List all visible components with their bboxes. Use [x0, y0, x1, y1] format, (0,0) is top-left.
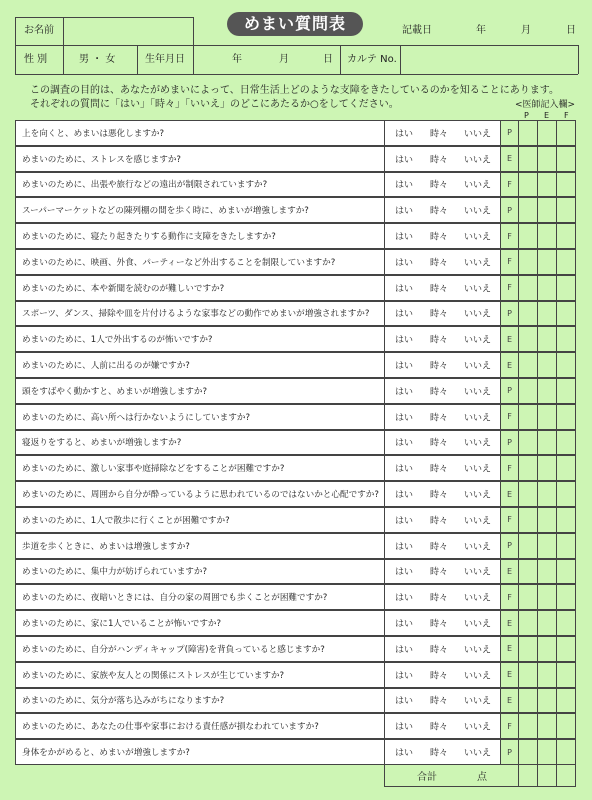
birth-day-label: 日 [323, 54, 333, 65]
score-box-p[interactable] [519, 120, 538, 146]
score-box-f[interactable] [557, 610, 576, 636]
score-box-f[interactable] [557, 430, 576, 456]
answer-options [384, 455, 501, 481]
answer-sometimes[interactable]: 時々 [430, 438, 449, 449]
question-text: めまいのために、家族や友人との関係にストレスが生じていますか? [15, 662, 384, 688]
answer-yes[interactable]: はい [395, 490, 414, 501]
question-row [15, 610, 578, 636]
answer-sometimes[interactable]: 時々 [430, 490, 449, 501]
score-box-p[interactable] [519, 610, 538, 636]
question-row [15, 739, 578, 765]
answer-yes[interactable]: はい [395, 593, 414, 604]
total-row [15, 765, 578, 787]
answer-no[interactable]: いいえ [464, 335, 492, 346]
answer-sometimes[interactable]: 時々 [430, 129, 449, 140]
score-box-e[interactable] [538, 404, 557, 430]
answer-sometimes[interactable]: 時々 [430, 284, 449, 295]
answer-no[interactable]: いいえ [464, 155, 492, 166]
answer-sometimes[interactable]: 時々 [430, 232, 449, 243]
answer-options [384, 559, 501, 585]
category-code: F [501, 249, 519, 275]
answer-yes[interactable]: はい [395, 155, 414, 166]
answer-options [384, 249, 501, 275]
answer-yes[interactable]: はい [395, 645, 414, 656]
question-row [15, 430, 578, 456]
legend-p: P [524, 111, 529, 120]
answer-yes[interactable]: はい [395, 438, 414, 449]
question-row [15, 275, 578, 301]
answer-options [384, 120, 501, 146]
answer-yes[interactable]: はい [395, 206, 414, 217]
score-box-p[interactable] [519, 713, 538, 739]
answer-yes[interactable]: はい [395, 180, 414, 191]
physician-column-title: <医師記入欄> [515, 100, 576, 110]
score-box-e[interactable] [538, 713, 557, 739]
category-code: F [501, 507, 519, 533]
question-row [15, 533, 578, 559]
question-text: 上を向くと、めまいは悪化しますか? [15, 120, 384, 146]
question-row [15, 507, 578, 533]
question-text: めまいのために、高い所へは行かないようにしていますか? [15, 404, 384, 430]
question-text: めまいのために、気分が落ち込みがちになりますか? [15, 688, 384, 714]
score-box-e[interactable] [538, 301, 557, 327]
answer-no[interactable]: いいえ [464, 284, 492, 295]
answer-yes[interactable]: はい [395, 387, 414, 398]
answer-yes[interactable]: はい [395, 413, 414, 424]
question-row [15, 326, 578, 352]
answer-options [384, 430, 501, 456]
date-month-label: 月 [521, 25, 531, 36]
score-box-f[interactable] [557, 455, 576, 481]
question-text: めまいのために、寝たり起きたりする動作に支障をきたしますか? [15, 223, 384, 249]
score-box-e[interactable] [538, 559, 557, 585]
question-row [15, 301, 578, 327]
score-box-f[interactable] [557, 559, 576, 585]
category-code: F [501, 455, 519, 481]
score-box-f[interactable] [557, 662, 576, 688]
score-box-e[interactable] [538, 275, 557, 301]
category-code: E [501, 326, 519, 352]
answer-yes[interactable]: はい [395, 258, 414, 269]
question-text: めまいのために、映画、外食、パーティーなど外出することを制限していますか? [15, 249, 384, 275]
answer-no[interactable]: いいえ [464, 387, 492, 398]
answer-no[interactable]: いいえ [464, 464, 492, 475]
intro-line-1: この調査の目的は、あなたがめまいによって、日常生活上どのような支障をきたしているのかを知ることにあります。 [30, 85, 559, 96]
answer-sometimes[interactable]: 時々 [430, 309, 449, 320]
score-box-e[interactable] [538, 662, 557, 688]
answer-yes[interactable]: はい [395, 129, 414, 140]
question-text: めまいのために、1人で散歩に行くことが困難ですか? [15, 507, 384, 533]
name-label: お名前 [24, 25, 54, 36]
answer-options [384, 481, 501, 507]
answer-sometimes[interactable]: 時々 [430, 748, 449, 759]
date-day-label: 日 [566, 25, 576, 36]
score-box-e[interactable] [538, 378, 557, 404]
category-code: P [501, 533, 519, 559]
answer-no[interactable]: いいえ [464, 542, 492, 553]
answer-no[interactable]: いいえ [464, 232, 492, 243]
answer-options [384, 404, 501, 430]
score-box-p[interactable] [519, 197, 538, 223]
category-code: E [501, 610, 519, 636]
category-code: F [501, 275, 519, 301]
question-text: めまいのために、激しい家事や庭掃除などをすることが困難ですか? [15, 455, 384, 481]
score-box-f[interactable] [557, 533, 576, 559]
question-text: めまいのために、ストレスを感じますか? [15, 146, 384, 172]
question-row [15, 688, 578, 714]
answer-yes[interactable]: はい [395, 464, 414, 475]
header-right-border [578, 45, 579, 74]
category-code: E [501, 662, 519, 688]
score-box-e[interactable] [538, 636, 557, 662]
birth-year-label: 年 [232, 54, 242, 65]
total-box-f[interactable] [557, 765, 576, 787]
answer-yes[interactable]: はい [395, 696, 414, 707]
answer-no[interactable]: いいえ [464, 413, 492, 424]
score-box-f[interactable] [557, 481, 576, 507]
points-label: 点 [477, 771, 487, 783]
score-box-p[interactable] [519, 352, 538, 378]
score-box-p[interactable] [519, 326, 538, 352]
answer-sometimes[interactable]: 時々 [430, 413, 449, 424]
score-box-p[interactable] [519, 533, 538, 559]
question-text: めまいのために、本や新聞を読むのが難しいですか? [15, 275, 384, 301]
score-box-f[interactable] [557, 688, 576, 714]
header-birth-right [340, 45, 341, 74]
answer-no[interactable]: いいえ [464, 180, 492, 191]
answer-no[interactable]: いいえ [464, 309, 492, 320]
question-text: めまいのために、人前に出るのが嫌ですか? [15, 352, 384, 378]
answer-no[interactable]: いいえ [464, 438, 492, 449]
category-code: E [501, 352, 519, 378]
sex-label: 性 別 [24, 54, 48, 65]
question-row [15, 120, 578, 146]
answer-no[interactable]: いいえ [464, 671, 492, 682]
header-name-bottom [15, 45, 578, 46]
answer-yes[interactable]: はい [395, 309, 414, 320]
answer-yes[interactable]: はい [395, 619, 414, 630]
score-box-e[interactable] [538, 455, 557, 481]
score-box-p[interactable] [519, 481, 538, 507]
score-box-e[interactable] [538, 533, 557, 559]
answer-options [384, 507, 501, 533]
question-text: スーパーマーケットなどの陳列棚の間を歩く時に、めまいが増強しますか? [15, 197, 384, 223]
score-box-e[interactable] [538, 507, 557, 533]
question-text: めまいのために、周囲から自分が酔っているように思われているのではないかと心配ですか? [15, 481, 384, 507]
score-box-p[interactable] [519, 223, 538, 249]
score-box-f[interactable] [557, 713, 576, 739]
score-box-p[interactable] [519, 249, 538, 275]
score-box-p[interactable] [519, 378, 538, 404]
category-code: F [501, 223, 519, 249]
birth-month-label: 月 [279, 54, 289, 65]
score-box-f[interactable] [557, 378, 576, 404]
answer-no[interactable]: いいえ [464, 722, 492, 733]
category-code: P [501, 739, 519, 765]
header-chart-divider [400, 45, 401, 74]
answer-options [384, 636, 501, 662]
score-box-f[interactable] [557, 120, 576, 146]
question-text: 頭をすばやく動かすと、めまいが増強しますか? [15, 378, 384, 404]
score-box-f[interactable] [557, 326, 576, 352]
score-box-e[interactable] [538, 610, 557, 636]
answer-yes[interactable]: はい [395, 284, 414, 295]
question-row [15, 172, 578, 198]
answer-sometimes[interactable]: 時々 [430, 542, 449, 553]
score-box-e[interactable] [538, 197, 557, 223]
question-text: めまいのために、家に1人でいることが怖いですか? [15, 610, 384, 636]
category-code: F [501, 584, 519, 610]
score-box-p[interactable] [519, 404, 538, 430]
question-row [15, 662, 578, 688]
score-box-f[interactable] [557, 172, 576, 198]
score-box-p[interactable] [519, 146, 538, 172]
question-text: めまいのために、1人で外出するのが怖いですか? [15, 326, 384, 352]
score-box-p[interactable] [519, 584, 538, 610]
score-box-e[interactable] [538, 352, 557, 378]
answer-yes[interactable]: はい [395, 516, 414, 527]
answer-sometimes[interactable]: 時々 [430, 155, 449, 166]
question-row [15, 584, 578, 610]
score-box-f[interactable] [557, 197, 576, 223]
answer-options [384, 533, 501, 559]
question-text: めまいのために、自分がハンディキャップ(障害)を背負っていると感じますか? [15, 636, 384, 662]
answer-sometimes[interactable]: 時々 [430, 258, 449, 269]
answer-yes[interactable]: はい [395, 567, 414, 578]
category-code: E [501, 559, 519, 585]
header-name-divider [63, 17, 64, 74]
header-sex-right [137, 45, 138, 74]
question-row [15, 378, 578, 404]
answer-options [384, 378, 501, 404]
legend-e: E [544, 111, 550, 120]
answer-no[interactable]: いいえ [464, 361, 492, 372]
answer-options [384, 713, 501, 739]
question-text: 寝返りをすると、めまいが増強しますか? [15, 430, 384, 456]
answer-sometimes[interactable]: 時々 [430, 516, 449, 527]
page-title: めまい質問表 [227, 12, 363, 36]
question-text: めまいのために、集中力が妨げられていますか? [15, 559, 384, 585]
header-left-border [15, 17, 16, 74]
question-table [15, 120, 578, 787]
score-box-p[interactable] [519, 662, 538, 688]
category-code: P [501, 197, 519, 223]
answer-no[interactable]: いいえ [464, 129, 492, 140]
score-box-e[interactable] [538, 249, 557, 275]
question-row [15, 636, 578, 662]
answer-no[interactable]: いいえ [464, 516, 492, 527]
score-box-e[interactable] [538, 120, 557, 146]
answer-no[interactable]: いいえ [464, 619, 492, 630]
question-text: めまいのために、夜暗いときには、自分の家の周囲でも歩くことが困難ですか? [15, 584, 384, 610]
category-code: E [501, 146, 519, 172]
category-code: F [501, 713, 519, 739]
score-box-p[interactable] [519, 301, 538, 327]
total-box-p[interactable] [519, 765, 538, 787]
score-box-f[interactable] [557, 249, 576, 275]
score-box-p[interactable] [519, 559, 538, 585]
answer-options [384, 275, 501, 301]
birth-label: 生年月日 [145, 54, 185, 65]
question-row [15, 223, 578, 249]
sex-options[interactable]: 男 ・ 女 [79, 54, 116, 65]
category-code: E [501, 481, 519, 507]
answer-sometimes[interactable]: 時々 [430, 722, 449, 733]
legend-f: F [564, 111, 569, 120]
answer-options [384, 301, 501, 327]
question-text: めまいのために、あなたの仕事や家事における責任感が損なわれていますか? [15, 713, 384, 739]
chart-no-label: カルテ No. [347, 54, 397, 65]
score-box-p[interactable] [519, 275, 538, 301]
score-box-f[interactable] [557, 223, 576, 249]
question-row [15, 713, 578, 739]
header-name-right [193, 17, 194, 45]
category-code: P [501, 301, 519, 327]
answer-options [384, 352, 501, 378]
answer-yes[interactable]: はい [395, 232, 414, 243]
category-code: P [501, 378, 519, 404]
answer-options [384, 610, 501, 636]
answer-sometimes[interactable]: 時々 [430, 464, 449, 475]
answer-no[interactable]: いいえ [464, 696, 492, 707]
question-row [15, 352, 578, 378]
question-text: 身体をかがめると、めまいが増強しますか? [15, 739, 384, 765]
answer-options [384, 146, 501, 172]
category-code: F [501, 404, 519, 430]
answer-sometimes[interactable]: 時々 [430, 180, 449, 191]
score-box-e[interactable] [538, 430, 557, 456]
score-box-f[interactable] [557, 301, 576, 327]
answer-no[interactable]: いいえ [464, 748, 492, 759]
question-text: めまいのために、出張や旅行などの遠出が制限されていますか? [15, 172, 384, 198]
answer-sometimes[interactable]: 時々 [430, 361, 449, 372]
answer-options [384, 662, 501, 688]
header-top-border [15, 17, 193, 18]
score-box-p[interactable] [519, 688, 538, 714]
date-year-label: 年 [476, 25, 486, 36]
answer-no[interactable]: いいえ [464, 567, 492, 578]
score-box-e[interactable] [538, 326, 557, 352]
category-code: F [501, 172, 519, 198]
category-code: P [501, 430, 519, 456]
answer-yes[interactable]: はい [395, 361, 414, 372]
score-box-f[interactable] [557, 636, 576, 662]
category-code: E [501, 688, 519, 714]
answer-sometimes[interactable]: 時々 [430, 387, 449, 398]
question-text: 歩道を歩くときに、めまいは増強しますか? [15, 533, 384, 559]
answer-yes[interactable]: はい [395, 542, 414, 553]
answer-options [384, 688, 501, 714]
score-box-e[interactable] [538, 739, 557, 765]
question-row [15, 404, 578, 430]
answer-no[interactable]: いいえ [464, 645, 492, 656]
score-box-e[interactable] [538, 584, 557, 610]
answer-sometimes[interactable]: 時々 [430, 593, 449, 604]
answer-no[interactable]: いいえ [464, 490, 492, 501]
score-box-f[interactable] [557, 739, 576, 765]
score-box-p[interactable] [519, 172, 538, 198]
category-code: E [501, 636, 519, 662]
score-box-e[interactable] [538, 223, 557, 249]
answer-sometimes[interactable]: 時々 [430, 206, 449, 217]
score-box-p[interactable] [519, 430, 538, 456]
score-box-f[interactable] [557, 404, 576, 430]
intro-line-2: それぞれの質問に「はい」「時々」「いいえ」のどこにあたるか○をしてください。 [30, 99, 399, 110]
answer-options [384, 739, 501, 765]
answer-yes[interactable]: はい [395, 671, 414, 682]
answer-options [384, 172, 501, 198]
answer-sometimes[interactable]: 時々 [430, 645, 449, 656]
score-box-p[interactable] [519, 636, 538, 662]
question-row [15, 455, 578, 481]
answer-options [384, 584, 501, 610]
question-row [15, 249, 578, 275]
answer-sometimes[interactable]: 時々 [430, 696, 449, 707]
question-row [15, 481, 578, 507]
score-box-p[interactable] [519, 455, 538, 481]
answer-options [384, 223, 501, 249]
answer-yes[interactable]: はい [395, 722, 414, 733]
score-box-f[interactable] [557, 352, 576, 378]
score-box-f[interactable] [557, 275, 576, 301]
date-label: 記載日 [402, 25, 432, 36]
question-row [15, 146, 578, 172]
total-cell [384, 765, 519, 787]
answer-no[interactable]: いいえ [464, 593, 492, 604]
answer-options [384, 197, 501, 223]
answer-options [384, 326, 501, 352]
score-box-p[interactable] [519, 739, 538, 765]
score-box-p[interactable] [519, 507, 538, 533]
score-box-f[interactable] [557, 146, 576, 172]
answer-sometimes[interactable]: 時々 [430, 335, 449, 346]
answer-yes[interactable]: はい [395, 748, 414, 759]
question-row [15, 559, 578, 585]
answer-yes[interactable]: はい [395, 335, 414, 346]
score-box-e[interactable] [538, 172, 557, 198]
category-code: P [501, 120, 519, 146]
score-box-e[interactable] [538, 481, 557, 507]
header-bottom-border [15, 74, 578, 75]
answer-sometimes[interactable]: 時々 [430, 671, 449, 682]
score-box-f[interactable] [557, 584, 576, 610]
score-box-f[interactable] [557, 507, 576, 533]
question-row [15, 197, 578, 223]
total-box-e[interactable] [538, 765, 557, 787]
score-box-e[interactable] [538, 146, 557, 172]
header-birth-divider [193, 45, 194, 74]
answer-no[interactable]: いいえ [464, 258, 492, 269]
answer-no[interactable]: いいえ [464, 206, 492, 217]
answer-sometimes[interactable]: 時々 [430, 567, 449, 578]
question-text: スポーツ、ダンス、掃除や皿を片付けるような家事などの動作でめまいが増強されますか? [15, 301, 384, 327]
answer-sometimes[interactable]: 時々 [430, 619, 449, 630]
total-label: 合計 [417, 771, 437, 783]
score-box-e[interactable] [538, 688, 557, 714]
